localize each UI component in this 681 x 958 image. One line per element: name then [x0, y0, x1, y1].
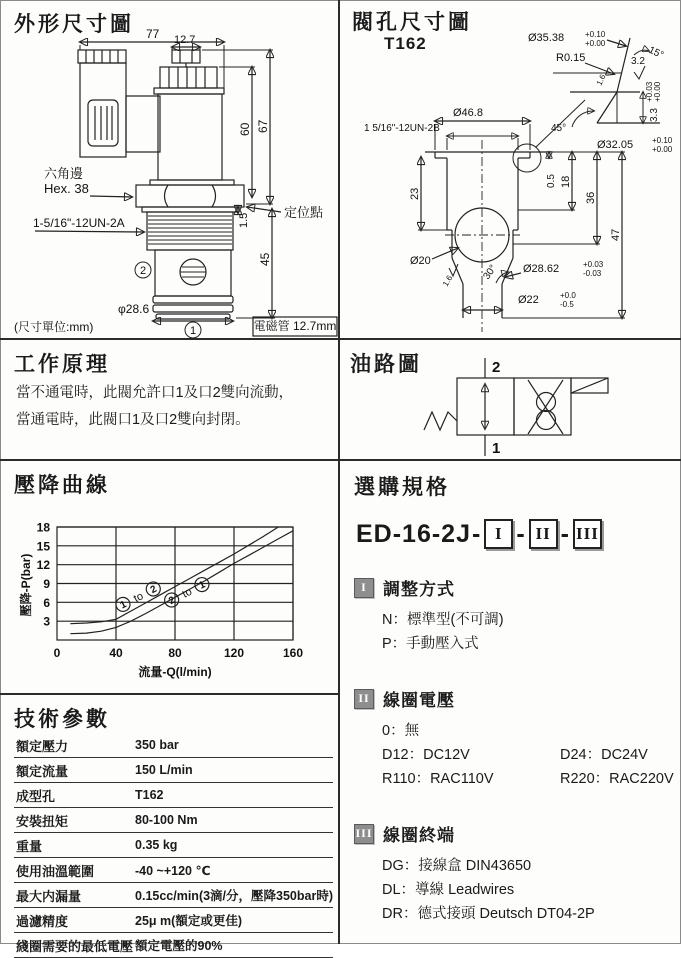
table-row	[14, 733, 333, 758]
ordering-option: D24：DC24V	[560, 747, 648, 763]
panel-circuit-diagram	[340, 340, 681, 461]
ordering-option-row	[354, 902, 673, 926]
spec-value: 0.15cc/min(3滴/分，壓降350bar時)	[133, 883, 333, 908]
spec-label: 額定流量	[14, 758, 133, 783]
port-digit: 1	[197, 579, 208, 592]
dim-dia-22: Ø22	[518, 294, 539, 306]
dim-dia-28-6: φ28.6	[118, 302, 150, 316]
table-row	[14, 858, 333, 883]
ordering-section	[354, 686, 673, 791]
dim-12-7: 12.7	[174, 34, 196, 46]
tube-note: 電磁管 12.7mm	[253, 319, 337, 333]
tol: -0.03	[583, 269, 602, 278]
section-number-box: I	[354, 578, 374, 598]
x-axis-label: 流量-Q(l/min)	[138, 665, 212, 679]
unit-note: (尺寸單位:mm)	[14, 320, 94, 334]
cavity-dimension-annotations	[364, 107, 625, 318]
section-number-box: II	[354, 689, 374, 709]
tol: +0.00	[653, 81, 662, 102]
tol: +0.10	[652, 136, 673, 145]
principle-text	[16, 380, 293, 434]
ordering-option-row	[354, 608, 673, 632]
y-tick-label: 6	[43, 595, 50, 610]
ordering-option: R110：RAC110V	[382, 771, 494, 787]
dim-3-3: 3.3	[649, 108, 660, 122]
tol: +0.0	[560, 291, 576, 300]
y-tick-label: 3	[43, 614, 50, 629]
pressure-curve-chart	[0, 461, 340, 695]
panel-working-principle	[0, 340, 340, 461]
spec-value: 額定電壓的90%	[133, 933, 333, 958]
hex-label-cn: 六角邊	[44, 166, 84, 181]
spec-label: 最大内漏量	[14, 883, 133, 908]
panel-title: 油路圖	[350, 353, 422, 376]
ordering-sections	[354, 575, 673, 926]
spec-value: 350 bar	[133, 733, 333, 758]
spec-value: T162	[133, 783, 333, 808]
panel-ordering	[340, 461, 681, 944]
dim-36: 36	[585, 191, 597, 204]
ordering-option: DG：接線盒 DIN43650	[382, 858, 532, 874]
dim-1-5: 1.5	[238, 212, 250, 228]
model-box-1: I	[484, 519, 513, 549]
tol: +0.00	[585, 39, 606, 48]
angle-30: 30°	[481, 263, 500, 282]
cavity-code: T162	[384, 34, 427, 53]
tol: +0.00	[652, 145, 673, 154]
section-heading-text: 調整方式	[383, 580, 455, 599]
model-code	[356, 519, 673, 549]
panel-title: 工作原理	[14, 353, 110, 376]
table-row	[14, 908, 333, 933]
dim-0-5: 0.5	[546, 174, 557, 188]
ordering-option: DR：德式接頭 Deutsch DT04-2P	[382, 906, 595, 922]
ordering-option-row	[354, 878, 673, 902]
finish-1-6: 1.6	[594, 72, 608, 87]
label-to-text: to	[131, 590, 146, 606]
hex-label-en: Hex. 38	[44, 181, 89, 196]
spec-label: 綫圈需要的最低電壓	[14, 933, 133, 958]
thread-label: 1-5/16"-12UN-2A	[33, 216, 125, 230]
tol: +0.10	[585, 30, 606, 39]
panel-pressure-curve	[0, 461, 340, 695]
ordering-option: D12：DC12V	[382, 747, 470, 763]
panel-cavity-dimensions	[340, 0, 681, 340]
ordering-section-heading	[354, 575, 673, 600]
tol: -0.5	[560, 300, 574, 309]
dim-47: 47	[610, 228, 622, 241]
panel-outline-dimensions	[0, 0, 340, 340]
panel-title: 選購規格	[354, 476, 450, 499]
ordering-option-row	[354, 854, 673, 878]
spec-value: 150 L/min	[133, 758, 333, 783]
panel-title: 外形尺寸圖	[14, 13, 134, 36]
model-prefix: ED-16-2J	[356, 519, 471, 548]
spec-label: 重量	[14, 833, 133, 858]
spec-label: 額定壓力	[14, 733, 133, 758]
finish-3-2: 3.2	[631, 56, 645, 67]
ordering-section-heading	[354, 821, 673, 846]
model-dash: -	[472, 519, 482, 548]
thread-label: 1 5/16"-12UN-2B	[364, 123, 440, 134]
table-row	[14, 783, 333, 808]
ordering-content	[340, 461, 681, 944]
dim-dia-28-62: Ø28.62	[523, 263, 560, 275]
spec-value: 80-100 Nm	[133, 808, 333, 833]
tol: +0.03	[583, 260, 604, 269]
ordering-section-heading	[354, 686, 673, 711]
table-row	[14, 933, 333, 958]
port-digit: 2	[167, 594, 178, 608]
dim-18: 18	[560, 175, 572, 188]
circuit-port-2: 2	[492, 359, 501, 376]
angle-45: 45°	[551, 123, 567, 134]
angle-15: 15°	[646, 44, 666, 62]
dim-dia-32-05: Ø32.05	[597, 139, 634, 151]
spec-label: 使用油溫範圍	[14, 858, 133, 883]
x-tick-label: 80	[168, 646, 182, 660]
dim-23: 23	[409, 187, 421, 200]
specs-table-body	[14, 733, 333, 958]
spec-label: 成型孔	[14, 783, 133, 808]
y-tick-label: 9	[43, 577, 50, 591]
dim-67: 67	[256, 119, 270, 133]
section-heading-text: 線圈終端	[383, 826, 455, 845]
label-to-text: to	[180, 585, 195, 601]
panel-title: 壓降曲線	[14, 474, 110, 497]
panel-specs	[0, 695, 340, 954]
port-2-label: 2	[139, 265, 147, 277]
spring-symbol	[424, 412, 457, 430]
port-digit: 1	[118, 599, 129, 612]
port-digit: 2	[148, 583, 159, 597]
table-row	[14, 758, 333, 783]
model-box-3: III	[573, 519, 602, 549]
ordering-option-row	[354, 743, 673, 767]
model-dash: -	[560, 519, 570, 548]
x-tick-label: 160	[282, 646, 304, 660]
section-number-box: III	[354, 824, 374, 844]
y-tick-label: 15	[36, 539, 50, 554]
ordering-option-row	[354, 632, 673, 656]
section-heading-text: 線圈電壓	[383, 691, 455, 710]
spec-label: 過濾精度	[14, 908, 133, 933]
x-tick-label: 40	[109, 646, 123, 660]
dim-45: 45	[258, 252, 272, 266]
tol: +0.03	[645, 81, 654, 102]
spec-label: 安裝扭矩	[14, 808, 133, 833]
ordering-option: 0：無	[382, 723, 420, 739]
dim-dia-46-8: Ø46.8	[453, 107, 483, 119]
table-row	[14, 833, 333, 858]
outline-dimension-annotations	[14, 27, 337, 338]
dim-77: 77	[146, 27, 160, 41]
circuit-port-1: 1	[492, 440, 501, 457]
ordering-option-row	[354, 767, 673, 791]
table-row	[14, 883, 333, 908]
y-tick-label: 18	[36, 520, 50, 535]
ordering-option: P：手動壓入式	[382, 636, 479, 652]
principle-line-2: 當通電時，此閥口1及口2雙向封閉。	[16, 412, 250, 428]
dim-60: 60	[238, 122, 252, 136]
ordering-section	[354, 821, 673, 926]
circuit-symbol	[340, 340, 681, 461]
specs-table	[14, 733, 333, 958]
spec-value: 0.35 kg	[133, 833, 333, 858]
ordering-option: R220：RAC220V	[560, 771, 674, 787]
dim-r-0-15: R0.15	[556, 52, 586, 64]
locating-point-label: 定位點	[284, 205, 324, 220]
principle-line-1: 當不通電時，此閥允許口1及口2雙向流動，	[16, 385, 294, 401]
dim-dia-35-38: Ø35.38	[528, 32, 565, 44]
ordering-option: DL：導線 Leadwires	[382, 882, 515, 898]
spec-value: -40 ~+120 ℃	[133, 858, 333, 883]
port-1-label: 1	[189, 325, 197, 337]
model-box-2: II	[529, 519, 558, 549]
dim-dia-20: Ø20	[410, 255, 431, 267]
panel-title: 技術參數	[14, 708, 110, 731]
chart-plot-area	[37, 521, 304, 661]
x-tick-label: 0	[53, 646, 61, 660]
x-tick-label: 120	[223, 646, 245, 660]
valve-symbol	[424, 358, 608, 456]
outline-drawing	[0, 24, 340, 340]
curve-1-to-2	[70, 527, 278, 624]
finish-1-6b: 1.6	[440, 273, 455, 288]
cavity-drawing	[340, 24, 681, 340]
panel-title: 閥孔尺寸圖	[352, 11, 472, 34]
y-tick-label: 12	[36, 558, 50, 573]
ordering-option: N：標準型(不可調)	[382, 612, 504, 628]
cavity-detail-view	[528, 30, 673, 154]
model-dash: -	[516, 519, 526, 548]
ordering-option-row	[354, 719, 673, 743]
table-row	[14, 808, 333, 833]
solenoid-valve-figure	[78, 50, 244, 319]
y-axis-label: 壓降-P(bar)	[19, 553, 33, 617]
spec-value: 25μ m(額定或更佳)	[133, 908, 333, 933]
ordering-section	[354, 575, 673, 656]
